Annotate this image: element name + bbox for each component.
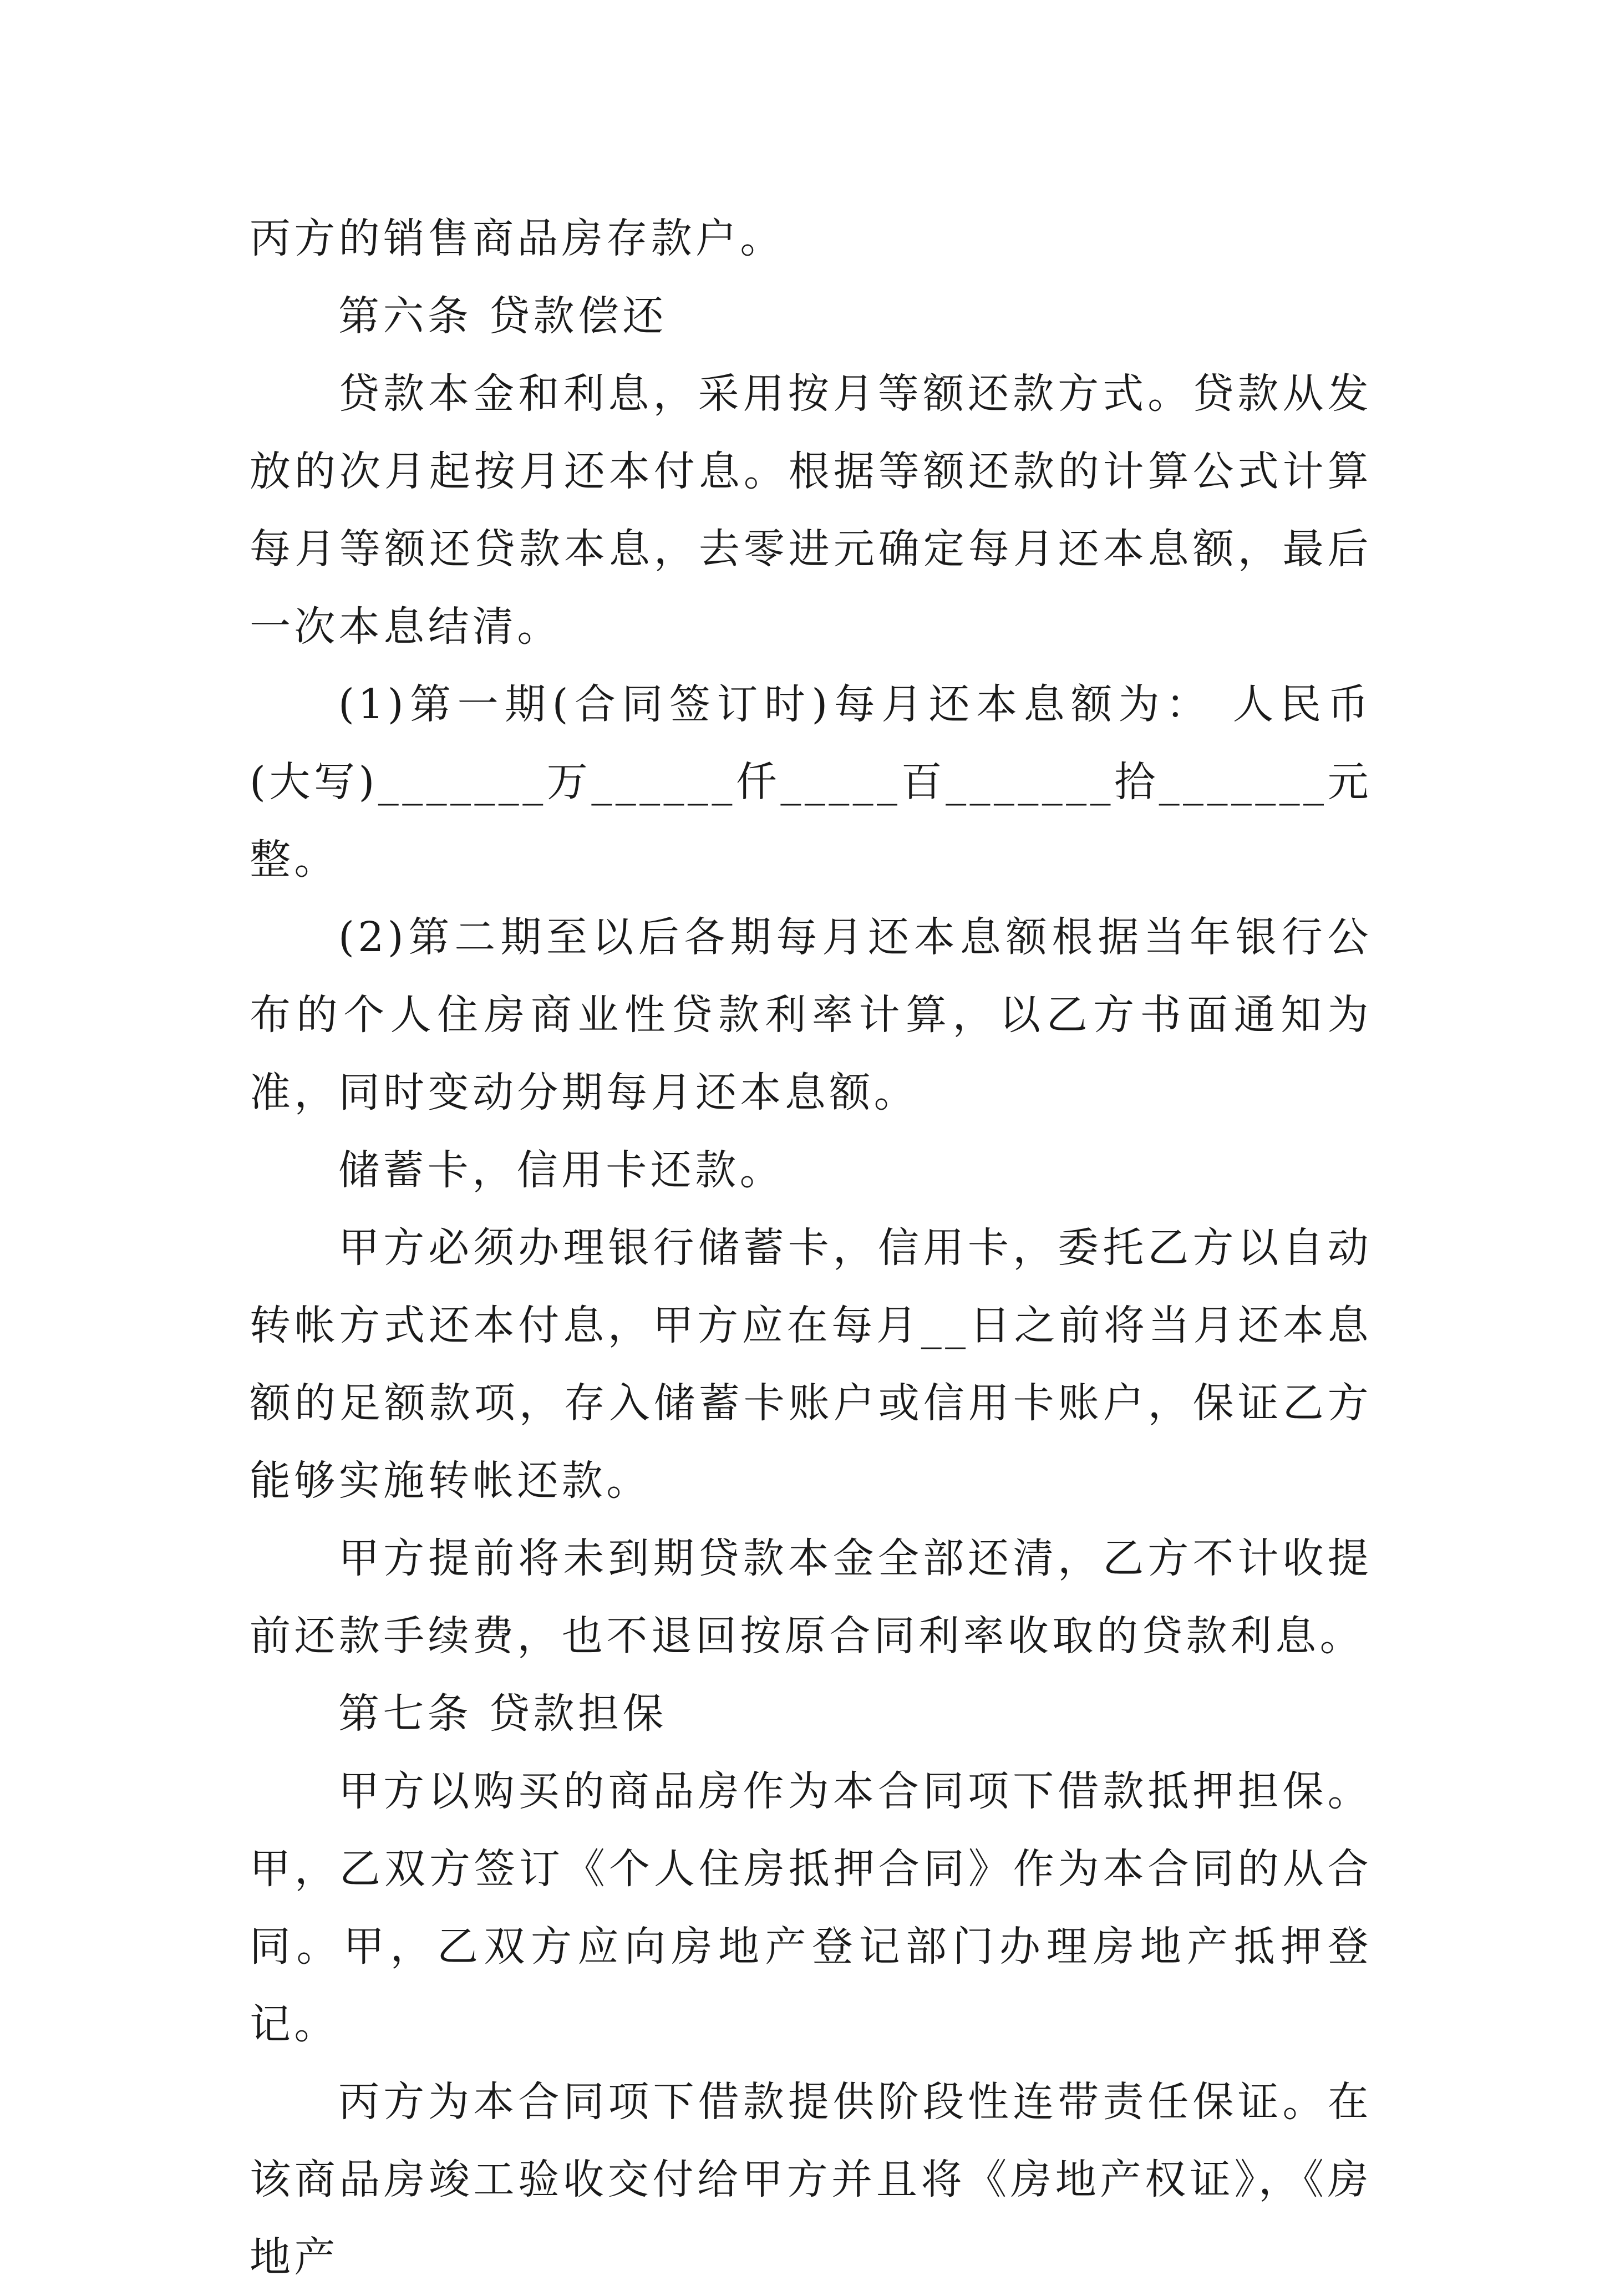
article-6-heading: 第六条 贷款偿还 (338, 292, 667, 340)
paragraph-second-period: (2)第二期至以后各期每月还本息额根据当年银行公布的个人住房商业性贷款利率计算，以乙方书面通知为准，同时变动分期每月还本息额。 (250, 913, 1372, 1116)
paragraph-repayment-method: 贷款本金和利息，采用按月等额还款方式。贷款从发放的次月起按月还本付息。根据等额还款的计算公式计算每月等额还贷款本息，去零进元确定每月还本息额，最后一次本息结清。 (250, 370, 1372, 651)
paragraph-card-repayment: 储蓄卡，信用卡还款。 (338, 1146, 784, 1194)
document-body (250, 200, 1372, 2296)
paragraph-continuation: 丙方的销售商品房存款户。 (250, 215, 785, 262)
paragraph-first-period: (1)第一期(合同签订时)每月还本息额为： 人民币(大写)_______万______仟_____百_______拾_______元整。 (250, 680, 1372, 883)
paragraph-joint-liability: 丙方为本合同项下借款提供阶段性连带责任保证。在该商品房竣工验收交付给甲方并且将《房地产权证》，《房地产 (250, 2078, 1372, 2281)
article-7-heading: 第七条 贷款担保 (338, 1690, 667, 1738)
paragraph-early-repayment: 甲方提前将未到期贷款本金全部还清，乙方不计收提前还款手续费，也不退回按原合同利率收取的贷款利息。 (250, 1535, 1372, 1660)
paragraph-auto-transfer: 甲方必须办理银行储蓄卡，信用卡，委托乙方以自动转帐方式还本付息，甲方应在每月__日之前将当月还本息额的足额款项，存入储蓄卡账户或信用卡账户，保证乙方能够实施转帐还款。 (250, 1224, 1372, 1505)
paragraph-mortgage-guarantee: 甲方以购买的商品房作为本合同项下借款抵押担保。甲，乙双方签订《个人住房抵押合同》作为本合同的从合同。甲，乙双方应向房地产登记部门办理房地产抵押登记。 (250, 1767, 1372, 2048)
